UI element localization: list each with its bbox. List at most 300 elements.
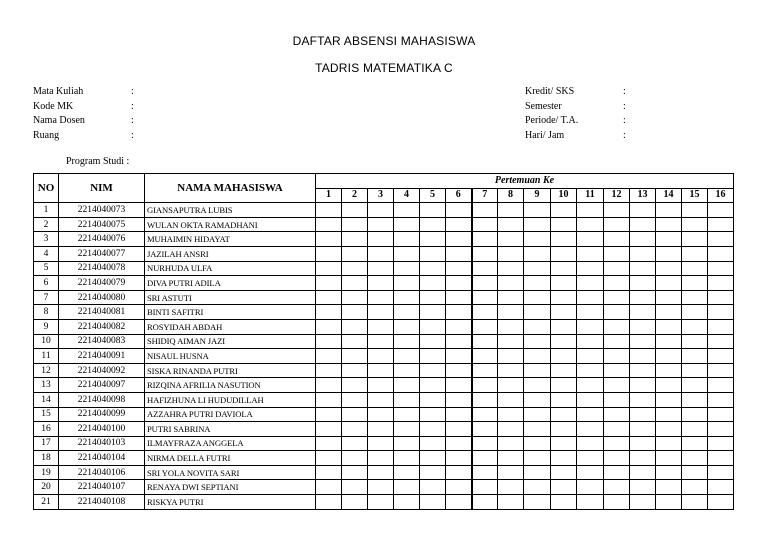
attendance-cell[interactable] (394, 319, 420, 334)
attendance-cell[interactable] (394, 349, 420, 364)
attendance-cell[interactable] (524, 305, 551, 320)
attendance-cell[interactable] (420, 363, 446, 378)
attendance-cell[interactable] (368, 495, 394, 510)
attendance-cell[interactable] (524, 349, 551, 364)
attendance-cell[interactable] (630, 217, 656, 232)
attendance-cell[interactable] (342, 261, 368, 276)
attendance-cell[interactable] (577, 480, 604, 495)
attendance-cell[interactable] (682, 319, 708, 334)
attendance-cell[interactable] (498, 232, 524, 247)
attendance-cell[interactable] (708, 290, 734, 305)
attendance-cell[interactable] (682, 436, 708, 451)
attendance-cell[interactable] (630, 334, 656, 349)
attendance-cell[interactable] (708, 480, 734, 495)
attendance-cell[interactable] (368, 203, 394, 218)
attendance-cell[interactable] (656, 290, 682, 305)
attendance-cell[interactable] (630, 305, 656, 320)
attendance-cell[interactable] (420, 319, 446, 334)
attendance-cell[interactable] (656, 436, 682, 451)
attendance-cell[interactable] (656, 451, 682, 466)
attendance-cell[interactable] (368, 407, 394, 422)
attendance-cell[interactable] (342, 319, 368, 334)
attendance-cell[interactable] (551, 319, 577, 334)
attendance-cell[interactable] (630, 465, 656, 480)
attendance-cell[interactable] (316, 349, 342, 364)
attendance-cell[interactable] (682, 407, 708, 422)
attendance-cell[interactable] (682, 232, 708, 247)
attendance-cell[interactable] (630, 203, 656, 218)
attendance-cell[interactable] (708, 246, 734, 261)
attendance-cell[interactable] (420, 290, 446, 305)
attendance-cell[interactable] (682, 422, 708, 437)
attendance-cell[interactable] (630, 290, 656, 305)
attendance-cell[interactable] (498, 451, 524, 466)
attendance-cell[interactable] (316, 480, 342, 495)
attendance-cell[interactable] (577, 436, 604, 451)
attendance-cell[interactable] (708, 378, 734, 393)
attendance-cell[interactable] (394, 495, 420, 510)
attendance-cell[interactable] (498, 363, 524, 378)
attendance-cell[interactable] (342, 392, 368, 407)
attendance-cell[interactable] (316, 246, 342, 261)
attendance-cell[interactable] (420, 436, 446, 451)
attendance-cell[interactable] (682, 305, 708, 320)
attendance-cell[interactable] (682, 261, 708, 276)
attendance-cell[interactable] (577, 334, 604, 349)
attendance-cell[interactable] (604, 232, 630, 247)
attendance-cell[interactable] (472, 305, 498, 320)
attendance-cell[interactable] (630, 363, 656, 378)
attendance-cell[interactable] (368, 276, 394, 291)
attendance-cell[interactable] (394, 334, 420, 349)
attendance-cell[interactable] (630, 436, 656, 451)
attendance-cell[interactable] (342, 422, 368, 437)
attendance-cell[interactable] (316, 305, 342, 320)
attendance-cell[interactable] (524, 451, 551, 466)
attendance-cell[interactable] (682, 203, 708, 218)
attendance-cell[interactable] (394, 480, 420, 495)
attendance-cell[interactable] (524, 203, 551, 218)
attendance-cell[interactable] (420, 392, 446, 407)
attendance-cell[interactable] (577, 217, 604, 232)
attendance-cell[interactable] (708, 232, 734, 247)
attendance-cell[interactable] (420, 276, 446, 291)
attendance-cell[interactable] (342, 232, 368, 247)
attendance-cell[interactable] (656, 378, 682, 393)
attendance-cell[interactable] (524, 334, 551, 349)
attendance-cell[interactable] (342, 363, 368, 378)
attendance-cell[interactable] (551, 349, 577, 364)
attendance-cell[interactable] (630, 349, 656, 364)
attendance-cell[interactable] (446, 392, 472, 407)
attendance-cell[interactable] (498, 217, 524, 232)
attendance-cell[interactable] (472, 349, 498, 364)
attendance-cell[interactable] (577, 363, 604, 378)
attendance-cell[interactable] (368, 305, 394, 320)
attendance-cell[interactable] (524, 422, 551, 437)
attendance-cell[interactable] (394, 276, 420, 291)
attendance-cell[interactable] (630, 319, 656, 334)
attendance-cell[interactable] (316, 495, 342, 510)
attendance-cell[interactable] (342, 305, 368, 320)
attendance-cell[interactable] (577, 305, 604, 320)
attendance-cell[interactable] (524, 436, 551, 451)
attendance-cell[interactable] (394, 217, 420, 232)
attendance-cell[interactable] (551, 451, 577, 466)
attendance-cell[interactable] (656, 217, 682, 232)
attendance-cell[interactable] (656, 232, 682, 247)
attendance-cell[interactable] (316, 290, 342, 305)
attendance-cell[interactable] (656, 334, 682, 349)
attendance-cell[interactable] (656, 495, 682, 510)
attendance-cell[interactable] (708, 305, 734, 320)
attendance-cell[interactable] (446, 378, 472, 393)
attendance-cell[interactable] (551, 290, 577, 305)
attendance-cell[interactable] (472, 290, 498, 305)
attendance-cell[interactable] (708, 465, 734, 480)
attendance-cell[interactable] (420, 495, 446, 510)
attendance-cell[interactable] (498, 392, 524, 407)
attendance-cell[interactable] (708, 422, 734, 437)
attendance-cell[interactable] (551, 217, 577, 232)
attendance-cell[interactable] (472, 480, 498, 495)
attendance-cell[interactable] (316, 319, 342, 334)
attendance-cell[interactable] (342, 407, 368, 422)
attendance-cell[interactable] (708, 203, 734, 218)
attendance-cell[interactable] (682, 290, 708, 305)
attendance-cell[interactable] (656, 422, 682, 437)
attendance-cell[interactable] (551, 363, 577, 378)
attendance-cell[interactable] (524, 407, 551, 422)
attendance-cell[interactable] (551, 261, 577, 276)
attendance-cell[interactable] (577, 422, 604, 437)
attendance-cell[interactable] (342, 217, 368, 232)
attendance-cell[interactable] (394, 232, 420, 247)
attendance-cell[interactable] (316, 276, 342, 291)
attendance-cell[interactable] (420, 334, 446, 349)
attendance-cell[interactable] (577, 203, 604, 218)
attendance-cell[interactable] (342, 290, 368, 305)
attendance-cell[interactable] (316, 217, 342, 232)
attendance-cell[interactable] (708, 349, 734, 364)
attendance-cell[interactable] (420, 422, 446, 437)
attendance-cell[interactable] (551, 334, 577, 349)
attendance-cell[interactable] (551, 276, 577, 291)
attendance-cell[interactable] (394, 261, 420, 276)
attendance-cell[interactable] (446, 422, 472, 437)
attendance-cell[interactable] (604, 246, 630, 261)
attendance-cell[interactable] (446, 334, 472, 349)
attendance-cell[interactable] (316, 407, 342, 422)
attendance-cell[interactable] (708, 407, 734, 422)
attendance-cell[interactable] (656, 392, 682, 407)
attendance-cell[interactable] (524, 495, 551, 510)
attendance-cell[interactable] (498, 465, 524, 480)
attendance-cell[interactable] (394, 305, 420, 320)
attendance-cell[interactable] (604, 334, 630, 349)
attendance-cell[interactable] (394, 363, 420, 378)
attendance-cell[interactable] (524, 319, 551, 334)
attendance-cell[interactable] (708, 495, 734, 510)
attendance-cell[interactable] (342, 465, 368, 480)
attendance-cell[interactable] (524, 232, 551, 247)
attendance-cell[interactable] (656, 319, 682, 334)
attendance-cell[interactable] (630, 480, 656, 495)
attendance-cell[interactable] (498, 349, 524, 364)
attendance-cell[interactable] (368, 290, 394, 305)
attendance-cell[interactable] (498, 436, 524, 451)
attendance-cell[interactable] (446, 246, 472, 261)
attendance-cell[interactable] (498, 334, 524, 349)
attendance-cell[interactable] (342, 334, 368, 349)
attendance-cell[interactable] (577, 378, 604, 393)
attendance-cell[interactable] (498, 319, 524, 334)
attendance-cell[interactable] (446, 319, 472, 334)
attendance-cell[interactable] (682, 480, 708, 495)
attendance-cell[interactable] (551, 407, 577, 422)
attendance-cell[interactable] (604, 217, 630, 232)
attendance-cell[interactable] (368, 217, 394, 232)
attendance-cell[interactable] (446, 349, 472, 364)
attendance-cell[interactable] (708, 261, 734, 276)
attendance-cell[interactable] (368, 246, 394, 261)
attendance-cell[interactable] (630, 276, 656, 291)
attendance-cell[interactable] (420, 232, 446, 247)
attendance-cell[interactable] (394, 290, 420, 305)
attendance-cell[interactable] (708, 436, 734, 451)
attendance-cell[interactable] (682, 217, 708, 232)
attendance-cell[interactable] (342, 436, 368, 451)
attendance-cell[interactable] (316, 422, 342, 437)
attendance-cell[interactable] (524, 378, 551, 393)
attendance-cell[interactable] (551, 378, 577, 393)
attendance-cell[interactable] (316, 465, 342, 480)
attendance-cell[interactable] (708, 319, 734, 334)
attendance-cell[interactable] (577, 276, 604, 291)
attendance-cell[interactable] (498, 480, 524, 495)
attendance-cell[interactable] (551, 232, 577, 247)
attendance-cell[interactable] (368, 319, 394, 334)
attendance-cell[interactable] (604, 495, 630, 510)
attendance-cell[interactable] (656, 465, 682, 480)
attendance-cell[interactable] (446, 363, 472, 378)
attendance-cell[interactable] (472, 319, 498, 334)
attendance-cell[interactable] (446, 261, 472, 276)
attendance-cell[interactable] (682, 334, 708, 349)
attendance-cell[interactable] (604, 363, 630, 378)
attendance-cell[interactable] (630, 495, 656, 510)
attendance-cell[interactable] (682, 349, 708, 364)
attendance-cell[interactable] (604, 305, 630, 320)
attendance-cell[interactable] (551, 480, 577, 495)
attendance-cell[interactable] (472, 363, 498, 378)
attendance-cell[interactable] (524, 276, 551, 291)
attendance-cell[interactable] (630, 451, 656, 466)
attendance-cell[interactable] (420, 203, 446, 218)
attendance-cell[interactable] (368, 422, 394, 437)
attendance-cell[interactable] (368, 436, 394, 451)
attendance-cell[interactable] (656, 261, 682, 276)
attendance-cell[interactable] (420, 451, 446, 466)
attendance-cell[interactable] (682, 465, 708, 480)
attendance-cell[interactable] (368, 334, 394, 349)
attendance-cell[interactable] (316, 451, 342, 466)
attendance-cell[interactable] (604, 349, 630, 364)
attendance-cell[interactable] (368, 392, 394, 407)
attendance-cell[interactable] (472, 334, 498, 349)
attendance-cell[interactable] (656, 305, 682, 320)
attendance-cell[interactable] (604, 407, 630, 422)
attendance-cell[interactable] (708, 217, 734, 232)
attendance-cell[interactable] (577, 232, 604, 247)
attendance-cell[interactable] (551, 392, 577, 407)
attendance-cell[interactable] (394, 203, 420, 218)
attendance-cell[interactable] (630, 422, 656, 437)
attendance-cell[interactable] (604, 451, 630, 466)
attendance-cell[interactable] (368, 465, 394, 480)
attendance-cell[interactable] (498, 261, 524, 276)
attendance-cell[interactable] (524, 246, 551, 261)
attendance-cell[interactable] (551, 305, 577, 320)
attendance-cell[interactable] (577, 495, 604, 510)
attendance-cell[interactable] (420, 480, 446, 495)
attendance-cell[interactable] (577, 290, 604, 305)
attendance-cell[interactable] (342, 246, 368, 261)
attendance-cell[interactable] (630, 378, 656, 393)
attendance-cell[interactable] (446, 407, 472, 422)
attendance-cell[interactable] (446, 232, 472, 247)
attendance-cell[interactable] (604, 319, 630, 334)
attendance-cell[interactable] (394, 451, 420, 466)
attendance-cell[interactable] (524, 217, 551, 232)
attendance-cell[interactable] (630, 407, 656, 422)
attendance-cell[interactable] (551, 203, 577, 218)
attendance-cell[interactable] (498, 495, 524, 510)
attendance-cell[interactable] (551, 465, 577, 480)
attendance-cell[interactable] (316, 232, 342, 247)
attendance-cell[interactable] (446, 480, 472, 495)
attendance-cell[interactable] (498, 422, 524, 437)
attendance-cell[interactable] (316, 378, 342, 393)
attendance-cell[interactable] (342, 495, 368, 510)
attendance-cell[interactable] (498, 305, 524, 320)
attendance-cell[interactable] (577, 451, 604, 466)
attendance-cell[interactable] (472, 261, 498, 276)
attendance-cell[interactable] (656, 363, 682, 378)
attendance-cell[interactable] (682, 451, 708, 466)
attendance-cell[interactable] (682, 495, 708, 510)
attendance-cell[interactable] (656, 480, 682, 495)
attendance-cell[interactable] (446, 305, 472, 320)
attendance-cell[interactable] (604, 203, 630, 218)
attendance-cell[interactable] (630, 261, 656, 276)
attendance-cell[interactable] (498, 203, 524, 218)
attendance-cell[interactable] (656, 407, 682, 422)
attendance-cell[interactable] (472, 495, 498, 510)
attendance-cell[interactable] (446, 451, 472, 466)
attendance-cell[interactable] (604, 290, 630, 305)
attendance-cell[interactable] (682, 378, 708, 393)
attendance-cell[interactable] (708, 392, 734, 407)
attendance-cell[interactable] (394, 378, 420, 393)
attendance-cell[interactable] (604, 276, 630, 291)
attendance-cell[interactable] (446, 276, 472, 291)
attendance-cell[interactable] (316, 392, 342, 407)
attendance-cell[interactable] (630, 392, 656, 407)
attendance-cell[interactable] (604, 392, 630, 407)
attendance-cell[interactable] (342, 276, 368, 291)
attendance-cell[interactable] (446, 290, 472, 305)
attendance-cell[interactable] (524, 480, 551, 495)
attendance-cell[interactable] (472, 436, 498, 451)
attendance-cell[interactable] (524, 465, 551, 480)
attendance-cell[interactable] (394, 465, 420, 480)
attendance-cell[interactable] (498, 246, 524, 261)
attendance-cell[interactable] (682, 246, 708, 261)
attendance-cell[interactable] (342, 480, 368, 495)
attendance-cell[interactable] (577, 392, 604, 407)
attendance-cell[interactable] (472, 276, 498, 291)
attendance-cell[interactable] (708, 363, 734, 378)
attendance-cell[interactable] (368, 261, 394, 276)
attendance-cell[interactable] (472, 203, 498, 218)
attendance-cell[interactable] (316, 334, 342, 349)
attendance-cell[interactable] (604, 261, 630, 276)
attendance-cell[interactable] (472, 392, 498, 407)
attendance-cell[interactable] (420, 217, 446, 232)
attendance-cell[interactable] (630, 232, 656, 247)
attendance-cell[interactable] (498, 378, 524, 393)
attendance-cell[interactable] (420, 378, 446, 393)
attendance-cell[interactable] (551, 495, 577, 510)
attendance-cell[interactable] (472, 465, 498, 480)
attendance-cell[interactable] (498, 407, 524, 422)
attendance-cell[interactable] (472, 232, 498, 247)
attendance-cell[interactable] (630, 246, 656, 261)
attendance-cell[interactable] (446, 495, 472, 510)
attendance-cell[interactable] (316, 363, 342, 378)
attendance-cell[interactable] (551, 436, 577, 451)
attendance-cell[interactable] (316, 261, 342, 276)
attendance-cell[interactable] (394, 246, 420, 261)
attendance-cell[interactable] (604, 465, 630, 480)
attendance-cell[interactable] (394, 392, 420, 407)
attendance-cell[interactable] (368, 349, 394, 364)
attendance-cell[interactable] (604, 480, 630, 495)
attendance-cell[interactable] (577, 465, 604, 480)
attendance-cell[interactable] (577, 246, 604, 261)
attendance-cell[interactable] (472, 422, 498, 437)
attendance-cell[interactable] (342, 203, 368, 218)
attendance-cell[interactable] (394, 407, 420, 422)
attendance-cell[interactable] (682, 276, 708, 291)
attendance-cell[interactable] (604, 436, 630, 451)
attendance-cell[interactable] (682, 392, 708, 407)
attendance-cell[interactable] (342, 378, 368, 393)
attendance-cell[interactable] (420, 305, 446, 320)
attendance-cell[interactable] (524, 363, 551, 378)
attendance-cell[interactable] (604, 422, 630, 437)
attendance-cell[interactable] (420, 349, 446, 364)
attendance-cell[interactable] (342, 349, 368, 364)
attendance-cell[interactable] (472, 378, 498, 393)
attendance-cell[interactable] (368, 378, 394, 393)
attendance-cell[interactable] (656, 246, 682, 261)
attendance-cell[interactable] (656, 349, 682, 364)
attendance-cell[interactable] (394, 422, 420, 437)
attendance-cell[interactable] (316, 436, 342, 451)
attendance-cell[interactable] (577, 261, 604, 276)
